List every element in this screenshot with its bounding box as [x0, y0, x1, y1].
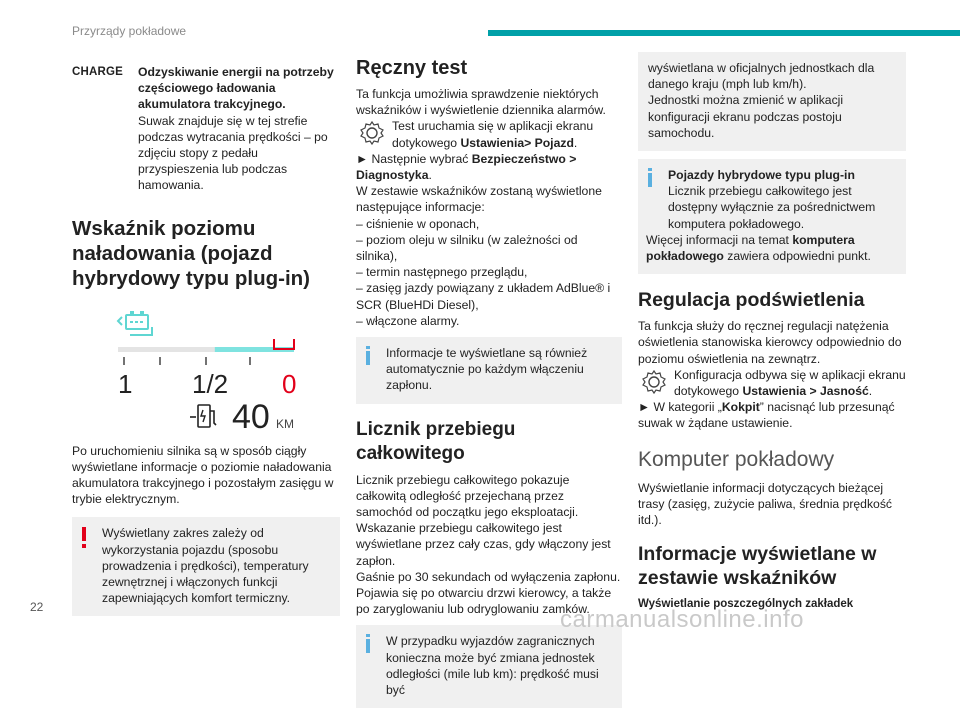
warning-icon [82, 527, 86, 541]
section-title-odometer: Licznik przebiegu całkowitego [356, 418, 516, 464]
backlight-p1: Ta funkcja służy do ręcznej regulacji natężenia oświetlenia stanowiska kierowcy odpowiednio do poziomu oświetlenia na zewnątrz. [638, 319, 902, 366]
charge-description: Odzyskiwanie energii na potrzeby częściowego ładowania akumulatora trakcyjnego. Suwak znajduje się w tej strefie podczas wytracania prędkości – po zdjęciu stopy z pedału przyspieszenia lub podczas hamowania. [138, 64, 340, 194]
manual-test-item: – poziom oleju w silniku (w zależności od silnika), [356, 232, 578, 264]
header-section-title: Przyrządy pokładowe [72, 24, 187, 38]
battery-icon [118, 311, 152, 335]
hybrid-box-text2: Więcej informacji na temat komputera pokładowego zawiera odpowiedni punkt. [646, 232, 871, 264]
header-accent-bar [488, 30, 960, 36]
gear-icon [356, 118, 392, 148]
info-box-continued [638, 52, 906, 151]
warning-box [72, 517, 340, 616]
section-title-cluster-info: Informacje wyświetlane w zestawie wskaźników [638, 543, 877, 590]
gear-icon [638, 367, 674, 397]
info-box-hybrid [638, 159, 906, 274]
info-text-continued: wyświetlana w oficjalnych jednostkach dla danego kraju (mph lub km/h). [648, 61, 875, 92]
manual-test-item: – zasięg jazdy powiązany z układem AdBlue® i SCR (BlueHDi Diesel), [356, 281, 611, 312]
info-text: W przypadku wyjazdów zagranicznych konieczna może być zmiana jednostek odległości (mile lub km): prędkość musi być [386, 634, 599, 698]
manual-test-step: ► Następnie wybrać Bezpieczeństwo > Diagnostyka. [356, 151, 577, 183]
manual-test-settings-step: Test uruchamia się w aplikacji ekranu dotykowego Ustawienia> Pojazd. [356, 118, 622, 150]
trip-computer-p1: Wyświetlanie informacji dotyczących bieżącej trasy (zasięg, zużycie paliwa, średnia prędkość itd.). [638, 480, 893, 528]
watermark: carmanualsonline.info [560, 606, 804, 633]
manual-test-item: – ciśnienie w oponach, [356, 216, 480, 231]
backlight-step: ► W kategorii „Kokpit” nacisnąć lub przesunąć suwak w żądane ustawienie. [638, 400, 895, 431]
info-box-manual-test [356, 337, 622, 404]
settings-path: Ustawienia> Pojazd [460, 135, 574, 150]
gauge-label-0: 0 [282, 368, 297, 399]
manual-test-item: – włączone alarmy. [356, 313, 460, 328]
section-title-trip-computer: Komputer pokładowy [638, 447, 835, 471]
range-value: 40 [232, 397, 270, 433]
page-number: 22 [30, 600, 44, 614]
gauge-graphic [72, 303, 340, 433]
column-1 [72, 56, 340, 616]
info-box-odometer [356, 625, 622, 708]
charge-level-gauge [72, 303, 340, 433]
column-3 [638, 52, 906, 612]
warning-text: Wyświetlany zakres zależy od wykorzystania pojazdu (sposobu prowadzenia i prędkości), temperatury zewnętrznej i włączonych funkcji zapewniających komfort termiczny. [102, 526, 309, 606]
odometer-p2: Wskazanie przebiegu całkowitego jest wyświetlane przez cały czas, gdy włączony jest zapłon. [356, 521, 611, 568]
info-text-continued-2: Jednostki można zmienić w aplikacji konfiguracji ekranu podczas postoju samochodu. [648, 93, 844, 140]
charge-level-paragraph: Po uruchomieniu silnika są w sposób ciągły wyświetlane informacje o poziomie naładowania akumulatora trakcyjnego i pozostałym zasięgu w trybie elektrycznym. [72, 443, 334, 507]
manual-test-list-intro: W zestawie wskaźników zostaną wyświetlone następujące informacje: [356, 184, 602, 215]
section-title-backlight: Regulacja podświetlenia [638, 289, 865, 312]
odometer-p1: Licznik przebiegu całkowitego pokazuje całkowitą odległość przejechaną przez samochód od początku jego eksploatacji. [356, 472, 579, 520]
odometer-p3: Gaśnie po 30 sekundach od wyłączenia zapłonu. Pojawia się po otwarciu drzwi kierowcy, a także po zaryglowaniu lub odryglowaniu zamków. [356, 569, 621, 617]
charge-term: CHARGE [72, 66, 124, 78]
charge-text: Suwak znajduje się w tej strefie podczas wytracania prędkości – po zdjęciu stopy z pedału przyspieszenia lub podczas hamowania. [138, 113, 328, 193]
settings-path: Ustawienia > Jasność [742, 384, 869, 399]
info-icon [366, 639, 370, 653]
manual-test-item: – termin następnego przeglądu, [356, 265, 528, 280]
charge-heading: Odzyskiwanie energii na potrzeby częściowego ładowania akumulatora trakcyjnego [138, 65, 334, 112]
info-text: Informacje te wyświetlane są również automatycznie po każdym włączeniu zapłonu. [386, 346, 588, 393]
manual-test-intro: Ta funkcja umożliwia sprawdzenie niektórych wskaźników i wyświetlenie dziennika alarmów. [356, 87, 606, 118]
hybrid-box-text1: Licznik przebiegu całkowitego jest dostępny wyłącznie za pośrednictwem komputera pokładowego. [668, 184, 876, 231]
section-title-manual-test: Ręczny test [356, 57, 468, 79]
charge-definition [72, 64, 340, 194]
gauge-label-1: 1 [118, 368, 133, 399]
range-unit: KM [276, 416, 294, 431]
info-icon [648, 173, 652, 187]
hybrid-box-title: Pojazdy hybrydowe typu plug-in [668, 168, 855, 183]
info-icon [366, 351, 370, 365]
gauge-label-half: 1/2 [192, 368, 229, 399]
ev-charger-icon [190, 405, 216, 427]
cluster-info-subtitle: Wyświetlanie poszczególnych zakładek [638, 598, 854, 611]
backlight-settings-step: Konfiguracja odbywa się w aplikacji ekranu dotykowego Ustawienia > Jasność. [638, 367, 906, 399]
section-title-charge-level: Wskaźnik poziomu naładowania (pojazd hybrydowy typu plug-in) [72, 216, 311, 290]
